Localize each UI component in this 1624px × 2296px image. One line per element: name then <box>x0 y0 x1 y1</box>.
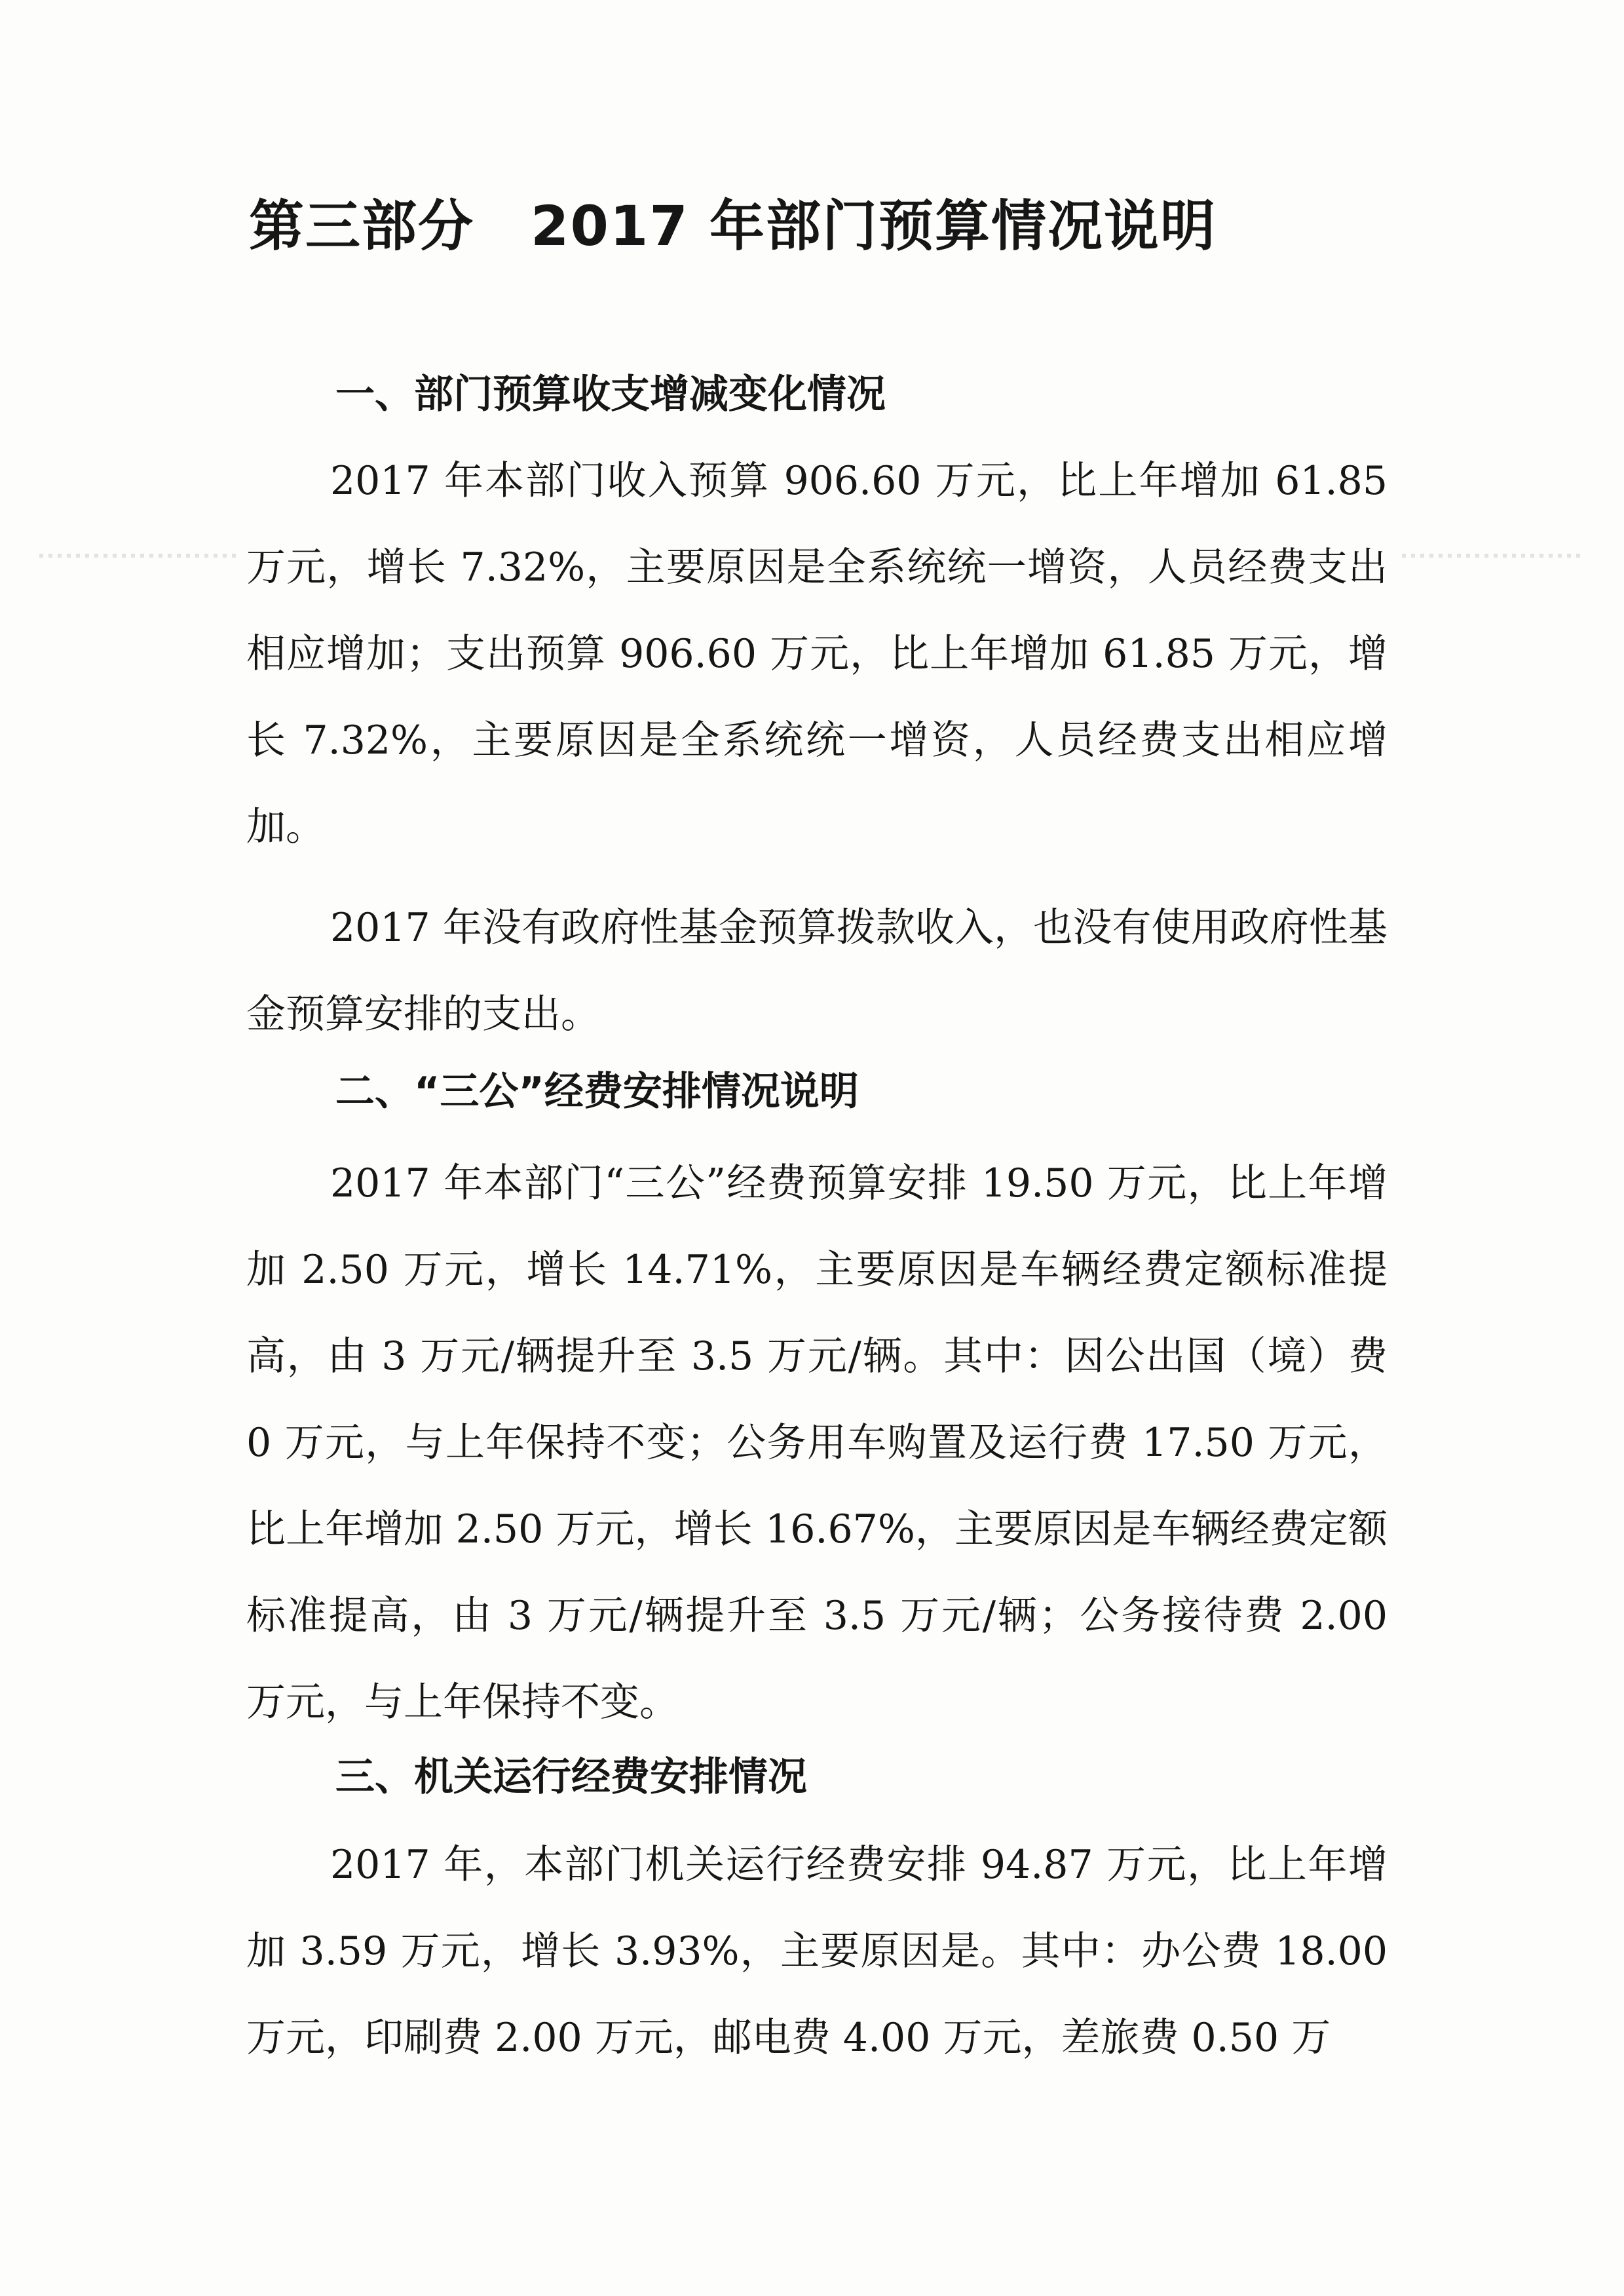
section-2-heading: 二、“三公”经费安排情况说明 <box>335 1069 859 1115</box>
section-3-paragraph-1: 2017 年，本部门机关运行经费安排 94.87 万元，比上年增加 3.59 万元，增长 3.93%，主要原因是。其中：办公费 18.00 万元，印刷费 2.00 万元，邮电费 4.00 万元，差旅费 0.50 万 <box>246 1842 1388 2061</box>
section-1-paragraph-1: 2017 年本部门收入预算 906.60 万元，比上年增加 61.85 万元，增长 7.32%，主要原因是全系统统一增资，人员经费支出相应增加；支出预算 906.60 万元，比上年增加 61.85 万元，增长 7.32%，主要原因是全系统统一增资，人员经费支出相应增加。 <box>246 458 1388 850</box>
section-1-paragraph-2: 2017 年没有政府性基金预算拨款收入，也没有使用政府性基金预算安排的支出。 <box>246 905 1388 1037</box>
section-1-heading: 一、部门预算收支增减变化情况 <box>335 372 886 417</box>
scan-artifact <box>1402 554 1585 558</box>
section-3-heading: 三、机关运行经费安排情况 <box>335 1754 807 1800</box>
scan-artifact <box>39 554 236 558</box>
section-2-paragraph-1: 2017 年本部门“三公”经费预算安排 19.50 万元，比上年增加 2.50 万元，增长 14.71%，主要原因是车辆经费定额标准提高，由 3 万元/辆提升至 3.5 万元/辆。其中：因公出国（境）费 0 万元，与上年保持不变；公务用车购置及运行费 17.50 万元，比上年增加 2.50 万元，增长 16.67%，主要原因是车辆经费定额标准提高，由 3 万元/辆提升至 3.5 万元/辆；公务接待费 2.00 万元，与上年保持不变。 <box>246 1160 1388 1725</box>
page-title: 第三部分 2017 年部门预算情况说明 <box>249 194 1217 258</box>
